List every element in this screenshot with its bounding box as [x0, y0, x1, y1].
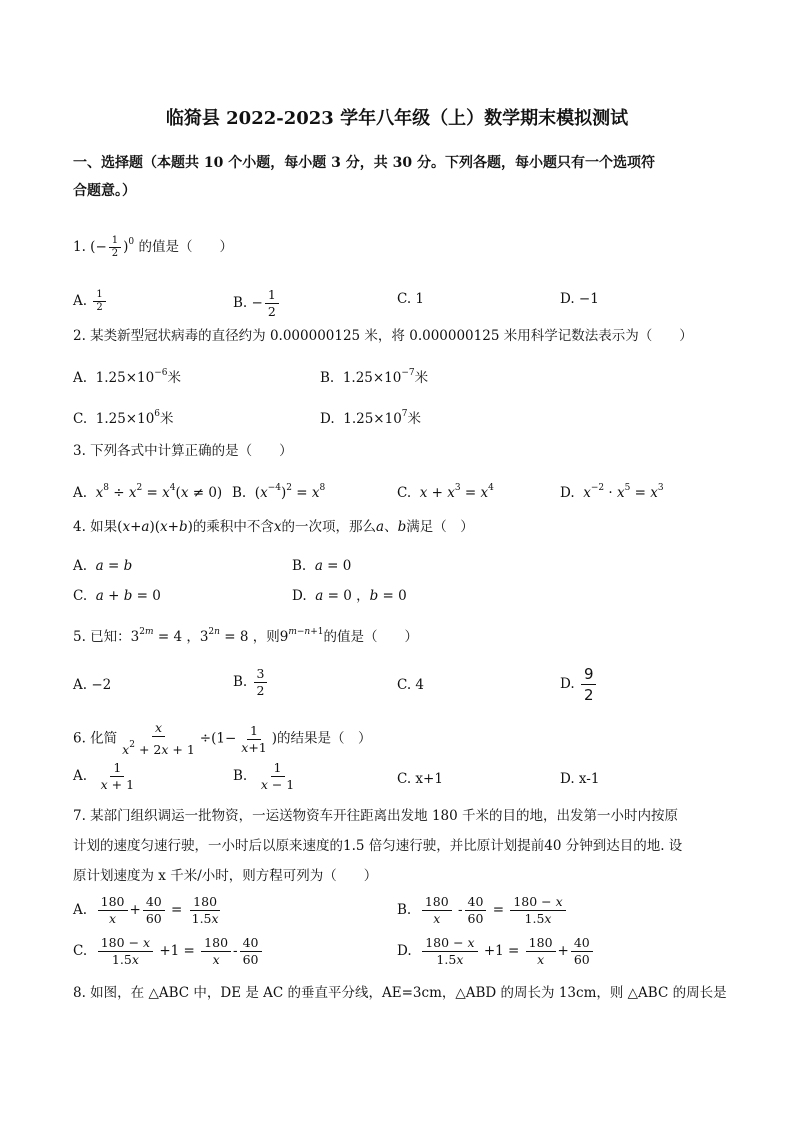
q5-option-a[interactable]: A. −2 [73, 677, 112, 693]
q5-option-d[interactable]: D. $\frac{9}{2}$ [560, 664, 598, 705]
q1-option-a[interactable]: A. $\frac{1}{2}$ [73, 289, 108, 314]
question-2: 2. 某类新型冠状病毒的直径约为 0.000000125 米，将 0.000000125 米用科学记数法表示为（ ） [73, 328, 693, 344]
q6-option-a[interactable]: A. $\frac{1}{x + 1}$ [73, 760, 135, 792]
q1-option-c[interactable]: C. 1 [397, 291, 425, 307]
q3-option-c[interactable]: C. $x + x^3 = x^4$ [397, 483, 494, 501]
question-5: 5. 已知：$3^{2m} = 4$ ，$3^{2n} = 8$ ，则$9^{m-n+1}$的值是（ ） [73, 627, 418, 645]
q3-option-b[interactable]: B. $(x^{-4})^2 = x^8$ [232, 483, 326, 501]
q4-option-a[interactable]: A. a = b [73, 558, 133, 574]
page-title: 临猗县 2022-2023 学年八年级（上）数学期末模拟测试 [165, 108, 629, 129]
q3-option-d[interactable]: D. $x^{-2} \cdot x^5 = x^3$ [560, 483, 664, 501]
q7-option-b[interactable]: B. $\frac{180}{x}$ - $\frac{40}{60}$ = $\frac{180 - x}{1.5x}$ [397, 894, 568, 927]
question-7-line3: 原计划速度为 x 千米/小时，则方程可列为（ ） [73, 868, 378, 884]
q3-option-a[interactable]: A. $x^8 \div x^2 = x^4(x \ne 0)$ [73, 483, 223, 501]
question-3: 3. 下列各式中计算正确的是（ ） [73, 443, 293, 459]
q7-option-a[interactable]: A. $\frac{180}{x}$ + $\frac{40}{60}$ = $\frac{180}{1.5x}$ [73, 894, 219, 926]
q6-option-d[interactable]: D. x-1 [560, 771, 600, 787]
q5-option-b[interactable]: B. $\frac{3}{2}$ [233, 666, 269, 699]
q1-option-d[interactable]: D. −1 [560, 291, 599, 307]
q2-option-c[interactable]: C. $1.25\times 10^6$米 [73, 409, 174, 427]
question-1: 1. (− $\frac{1}{2}$ )$^0$ 的值是（ ） [73, 235, 233, 259]
q4-option-b[interactable]: B. a = 0 [292, 558, 352, 574]
q7-option-d[interactable]: D. $\frac{180 - x}{1.5x}$ +1 = $\frac{180}{x}$ + $\frac{40}{60}$ [397, 935, 595, 968]
q6-option-b[interactable]: B. $\frac{1}{x - 1}$ [233, 760, 295, 792]
q2-option-b[interactable]: B. $1.25\times 10^{-7}$米 [320, 368, 429, 386]
question-7-line1: 7. 某部门组织调运一批物资，一运送物资车开往距离出发地 180 千米的目的地，出发第一小时内按原 [73, 808, 679, 824]
section-heading-cont: 合题意。） [73, 183, 136, 199]
q5-option-c[interactable]: C. 4 [397, 677, 425, 693]
q2-option-d[interactable]: D. $1.25\times 10^7$米 [320, 409, 422, 427]
q6-option-c[interactable]: C. x+1 [397, 771, 443, 787]
q4-option-d[interactable]: D. a = 0 ，b = 0 [292, 588, 407, 604]
question-7-line2: 计划的速度匀速行驶，一小时后以原来速度的1.5 倍匀速行驶，并比原计划提前40 分钟到达目的地. 设 [73, 838, 683, 854]
question-4: 4. 如果(x+a)(x+b)的乘积中不含x的一次项，那么a、b满足（ ） [73, 519, 474, 535]
q2-option-a[interactable]: A. $1.25\times 10^{-6}$米 [73, 368, 181, 386]
q1-option-b[interactable]: B. − $\frac{1}{2}$ [233, 287, 281, 320]
question-8: 8. 如图，在 △ABC 中，DE 是 AC 的垂直平分线，AE=3cm，△ABD 的周长为 13cm，则 △ABC 的周长是 [73, 985, 727, 1001]
question-6: 6. 化简 $\frac{x}{x^2 + 2x + 1}$ ÷(1− $\frac{1}{x+1}$ )的结果是（ ） [73, 720, 372, 757]
q4-option-c[interactable]: C. a + b = 0 [73, 588, 161, 604]
q7-option-c[interactable]: C. $\frac{180 - x}{1.5x}$ +1 = $\frac{180}{x}$ - $\frac{40}{60}$ [73, 935, 264, 968]
section-heading: 一、选择题（本题共 10 个小题，每小题 3 分，共 30 分。下列各题，每小题只有一个选项符 [73, 155, 655, 171]
